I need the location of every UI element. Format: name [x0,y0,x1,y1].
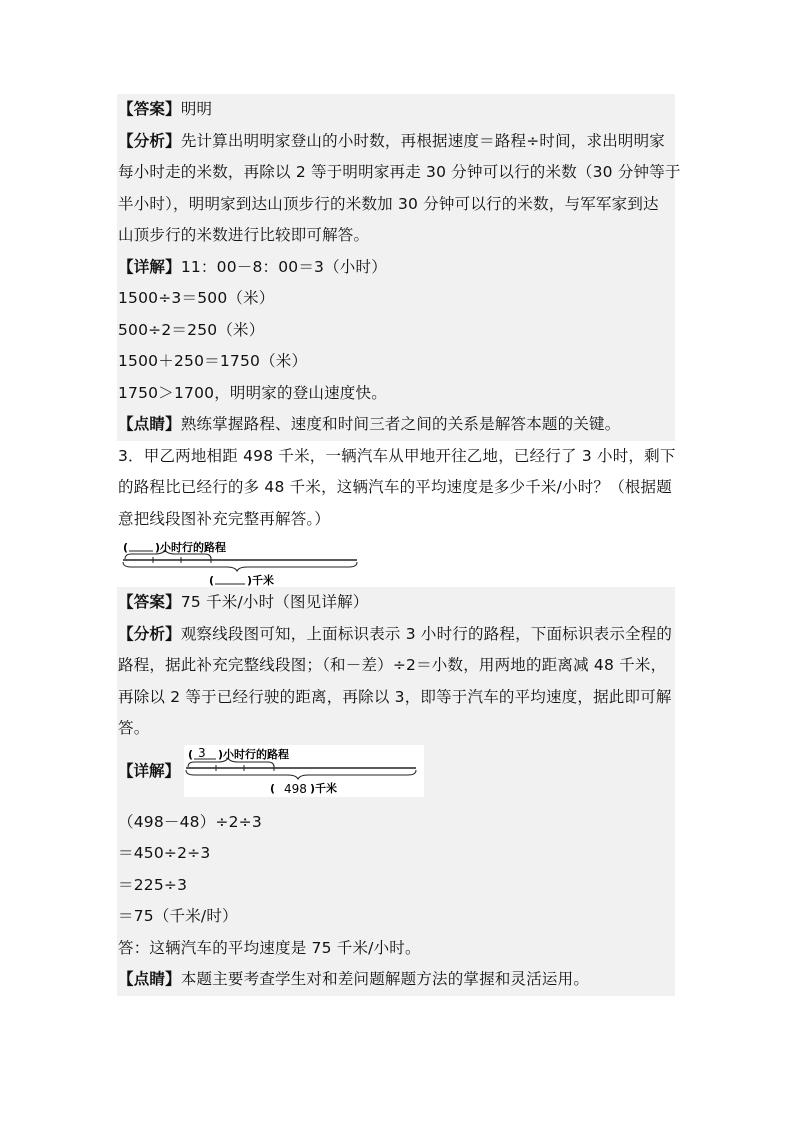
calc-line: ＝225÷3 [117,870,675,902]
comment-tag: 【点睛】 [118,970,181,988]
comment-text: 本题主要考查学生对和差问题解题方法的掌握和灵活运用。 [180,970,590,988]
calc-line: 1500＋250＝1750（米） [117,346,675,378]
worksheet-page [117,94,681,996]
comment-line [117,409,675,441]
bottom-label: )千米 [247,574,275,587]
analysis-tag: 【分析】 [118,131,181,150]
calc-line: 500÷2＝250（米） [117,315,675,347]
analysis-line-3: 半小时），明明家到达山顶步行的米数加 30 分钟可以行的米数，与军军家到达 [117,189,675,221]
detail-tag: 【详解】 [118,761,181,780]
segment-diagram-svg [117,535,367,587]
bottom-paren: ( [270,781,276,795]
detail-line-1 [117,252,675,284]
answer-text: 明明 [180,100,213,118]
answer-line-1 [117,94,675,126]
detail-text: 11：00－8：00＝3（小时） [180,257,387,276]
question-line-3: 意把线段图补充完整再解答。） [118,509,331,528]
calc-line: ＝450÷2÷3 [117,838,675,870]
analysis-text: 先计算出明明家登山的小时数，再根据速度＝路程÷时间，求出明明家 [180,131,666,150]
analysis-tag: 【分析】 [118,624,181,643]
answer-tag: 【答案】 [118,100,181,118]
answer-text: 75 千米/小时（图见详解） [180,593,369,611]
top-label: )小时行的路程 [218,747,290,761]
conclusion-line: 1750＞1700，明明家的登山速度快。 [117,378,675,410]
comment-tag: 【点睛】 [118,415,181,433]
top-value: 3 [198,745,206,760]
analysis-line-2: 每小时走的米数，再除以 2 等于明明家再走 30 分钟可以行的米数（30 分钟等于 [117,157,675,189]
calc-line: （498－48）÷2÷3 [117,807,675,839]
analysis-line-2: 路程，据此补充完整线段图；（和－差）÷2＝小数，用两地的距离减 48 千米， [117,650,675,682]
comment-text: 熟练掌握路程、速度和时间三者之间的关系是解答本题的关键。 [180,415,621,433]
analysis-line-1 [117,126,675,158]
line-segment-diagram-blank [117,535,675,587]
bottom-label: )千米 [310,781,338,795]
top-label: )小时行的路程 [155,541,227,554]
analysis-line-4: 山顶步行的米数进行比较即可解答。 [117,220,675,252]
answer-tag: 【答案】 [118,593,181,611]
final-answer-line: 答：这辆汽车的平均速度是 75 千米/小时。 [117,933,675,965]
analysis-line-1 [117,619,675,651]
question-line-2: 的路程比已经行的多 48 千米，这辆汽车的平均速度是多少千米/小时？（根据题 [118,478,672,496]
analysis-text: 观察线段图可知，上面标识表示 3 小时行的路程，下面标识表示全程的 [180,624,673,643]
top-paren: ( [123,541,129,554]
question-line-1: 3．甲乙两地相距 498 千米，一辆汽车从甲地开往乙地，已经行了 3 小时，剩下 [118,446,676,465]
detail-tag: 【详解】 [118,257,181,276]
segment-diagram-svg [184,745,424,797]
line-segment-diagram-filled [184,745,424,797]
answer-line-2 [117,587,675,619]
analysis-line-3: 再除以 2 等于已经行驶的距离，再除以 3，即等于汽车的平均速度，据此即可解 [117,682,675,714]
bottom-paren: ( [209,574,215,587]
calc-line: ＝75（千米/时） [117,901,675,933]
comment-line [117,964,675,996]
top-paren: ( [188,747,194,761]
bottom-value: 498 [284,781,307,796]
analysis-line-4: 答。 [117,713,675,745]
calc-line: 1500÷3＝500（米） [117,283,675,315]
detail-with-diagram [117,745,675,807]
